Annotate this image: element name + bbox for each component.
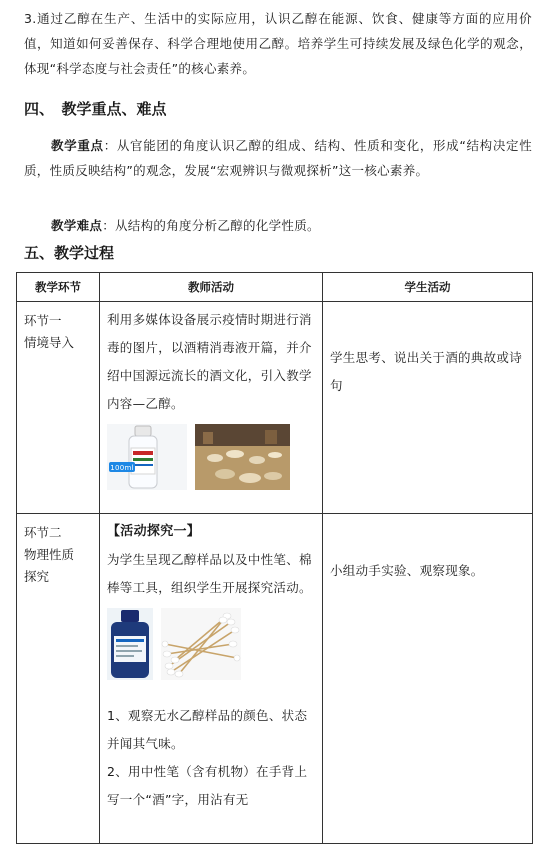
table-row: [17, 302, 533, 514]
difficulty-text: ：从结构的角度分析乙醇的化学性质。: [102, 218, 320, 233]
teacher-activity-cell: [100, 514, 323, 844]
key-points-text: ：从官能团的角度认识乙醇的组成、结构、性质和变化，形成“结构决定性质，性质反映结构”的观念，发展“宏观辨识与微观探析”这一核心素养。: [24, 138, 532, 178]
stage-number: 环节二: [24, 525, 62, 540]
column-header-student: 学生活动: [323, 273, 533, 302]
stage-title: 物理性质: [24, 547, 75, 562]
teaching-process-table: [16, 272, 533, 844]
image-row: [107, 608, 314, 680]
stage-title: 情境导入: [24, 335, 75, 350]
student-activity-cell: [323, 302, 533, 514]
stage-number: 环节一: [24, 313, 62, 328]
difficulty-paragraph: [24, 213, 532, 238]
step-2-text: 2、用中性笔（含有机物）在手背上写一个“酒”字，用沾有无: [107, 764, 308, 807]
step-1-text: 1、观察无水乙醇样品的颜色、状态并闻其气味。: [107, 708, 308, 751]
sanitizer-bottle-image: [107, 424, 187, 490]
wine-culture-photo: [195, 424, 290, 490]
cotton-swabs-image: [161, 608, 241, 680]
teacher-activity-text: 为学生呈现乙醇样品以及中性笔、棉棒等工具，组织学生开展探究活动。: [107, 552, 312, 595]
column-header-stage: 教学环节: [17, 273, 100, 302]
student-activity-cell: [323, 514, 533, 844]
stage-title-cont: 探究: [24, 569, 50, 584]
teacher-activity-text: 利用多媒体设备展示疫情时期进行消毒的图片，以酒精消毒液开篇，并介绍中国源远流长的酒文化，引入教学内容—乙醇。: [107, 312, 312, 411]
student-activity-text: 小组动手实验、观察现象。: [330, 562, 484, 578]
activity-title: 【活动探究一】: [107, 524, 201, 539]
teacher-activity-cell: [100, 302, 323, 514]
key-points-label: 教学重点: [51, 138, 104, 153]
bottle-volume-label: 100ml: [110, 464, 134, 472]
stage-cell: [17, 302, 100, 514]
student-activity-text: 学生思考、说出关于酒的典故或诗句: [330, 349, 523, 393]
column-header-teacher: 教师活动: [100, 273, 323, 302]
section-5-heading: 五、教学过程: [24, 244, 115, 262]
image-row: [107, 424, 314, 490]
section-4-heading: 四、 教学重点、难点: [24, 100, 167, 118]
difficulty-label: 教学难点: [51, 218, 103, 233]
table-row: [17, 514, 533, 844]
key-points-paragraph: [24, 133, 532, 183]
table-header-row: [17, 273, 533, 302]
ethanol-reagent-bottle-image: [107, 608, 153, 680]
goal-3-paragraph: 3.通过乙醇在生产、生活中的实际应用，认识乙醇在能源、饮食、健康等方面的应用价值，知道如何妥善保存、科学合理地使用乙醇。培养学生可持续发展及绿色化学的观念，体现“科学态度与社会责任”的核心素养。: [24, 11, 532, 76]
stage-cell: [17, 514, 100, 844]
